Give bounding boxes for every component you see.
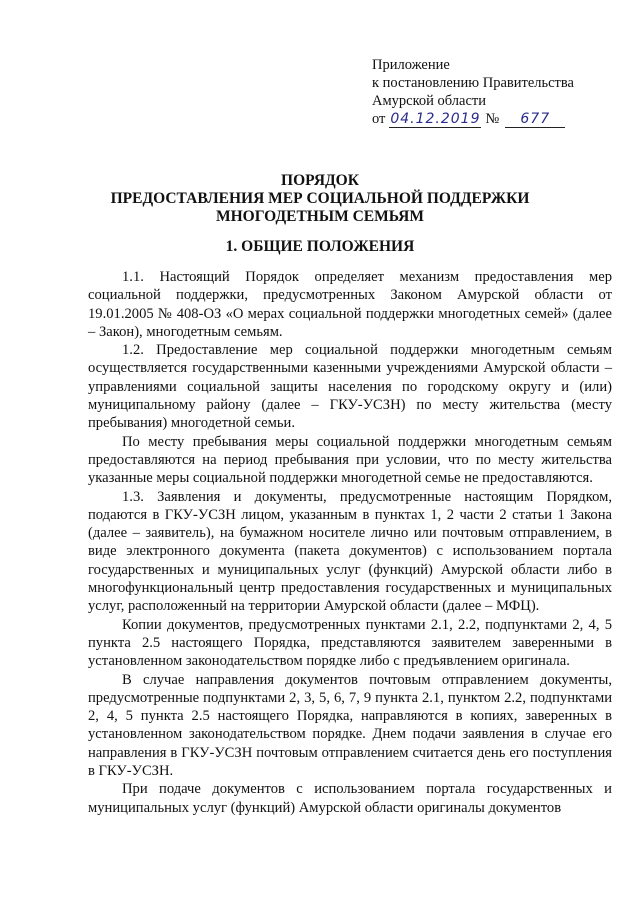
handwritten-number: 677: [505, 111, 565, 128]
title-line-2: ПРЕДОСТАВЛЕНИЯ МЕР СОЦИАЛЬНОЙ ПОДДЕРЖКИ: [110, 190, 530, 207]
paragraph-1-1: 1.1. Настоящий Порядок определяет механизм предоставления мер социальной поддержки, предусмотренных Законом Амурской области от 19.01.2005 № 408-ОЗ «О мерах социальной поддержки многодетных семей» (далее – Закон), многодетным семьям.: [88, 269, 612, 340]
header-line-appendix: Приложение: [372, 57, 450, 73]
paragraph-postal: В случае направления документов почтовым отправлением документы, предусмотренные подпунктами 2, 3, 5, 6, 7, 9 пункта 2.1, пунктом 2.2, подпунктами 2, 4, 5 пункта 2.5 настоящего Порядка, направляются в копиях, заверенных в установленном законодательством порядке. Днем подачи заявления в случае его направления в ГКУ-УСЗН почтовым отправлением считается день его поступления в ГКУ-УСЗН.: [88, 671, 612, 780]
paragraph-1-3: 1.3. Заявления и документы, предусмотренные настоящим Порядком, подаются в ГКУ-УСЗН лицом, указанным в пунктах 1, 2 части 2 статьи 1 Закона (далее – заявитель), на бумажном носителе лично или почтовым отправлением, в виде электронного документа (пакета документов) с использованием портала государственных и муниципальных услуг (функций) Амурской области либо в многофункциональный центр предоставления государственных и муниципальных услуг, расположенный на территории Амурской области (далее – МФЦ).: [88, 488, 612, 615]
paragraph-residence: По месту пребывания меры социальной поддержки многодетным семьям предоставляются на период пребывания при условии, что по месту жительства указанные меры социальной поддержки многодетной семье не предоставляются.: [88, 433, 612, 487]
title-line-1: ПОРЯДОК: [281, 172, 359, 189]
number-prefix: №: [485, 111, 500, 127]
document-body: [88, 268, 612, 817]
paragraph-copies: Копии документов, предусмотренных пунктами 2.1, 2.2, подпунктами 2, 4, 5 пункта 2.5 настоящего Порядка, представляются заявителем заверенными в установленном законодательством порядке либо с предъявлением оригинала.: [88, 616, 612, 670]
header-line-resolution: к постановлению Правительства: [372, 75, 574, 91]
section-heading: 1. ОБЩИЕ ПОЛОЖЕНИЯ: [225, 238, 415, 255]
handwritten-date: 04.12.2019: [390, 111, 481, 127]
header-line-region: Амурской области: [372, 93, 486, 109]
paragraph-portal: При подаче документов с использованием портала государственных и муниципальных услуг (функций) Амурской области оригиналы документов: [88, 781, 612, 816]
document-title: [0, 172, 640, 226]
header-date-number-line: [372, 110, 612, 128]
paragraph-1-2: 1.2. Предоставление мер социальной поддержки многодетным семьям осуществляется государственными казенными учреждениями Амурской области – управлениями социальной защиты населения по городскому округу и (или) муниципальному району (далее – ГКУ-УСЗН) по месту жительства (месту пребывания) многодетной семьи.: [88, 342, 612, 432]
title-line-3: МНОГОДЕТНЫМ СЕМЬЯМ: [215, 208, 425, 225]
date-prefix: от: [372, 111, 386, 127]
approval-header: [372, 56, 612, 128]
